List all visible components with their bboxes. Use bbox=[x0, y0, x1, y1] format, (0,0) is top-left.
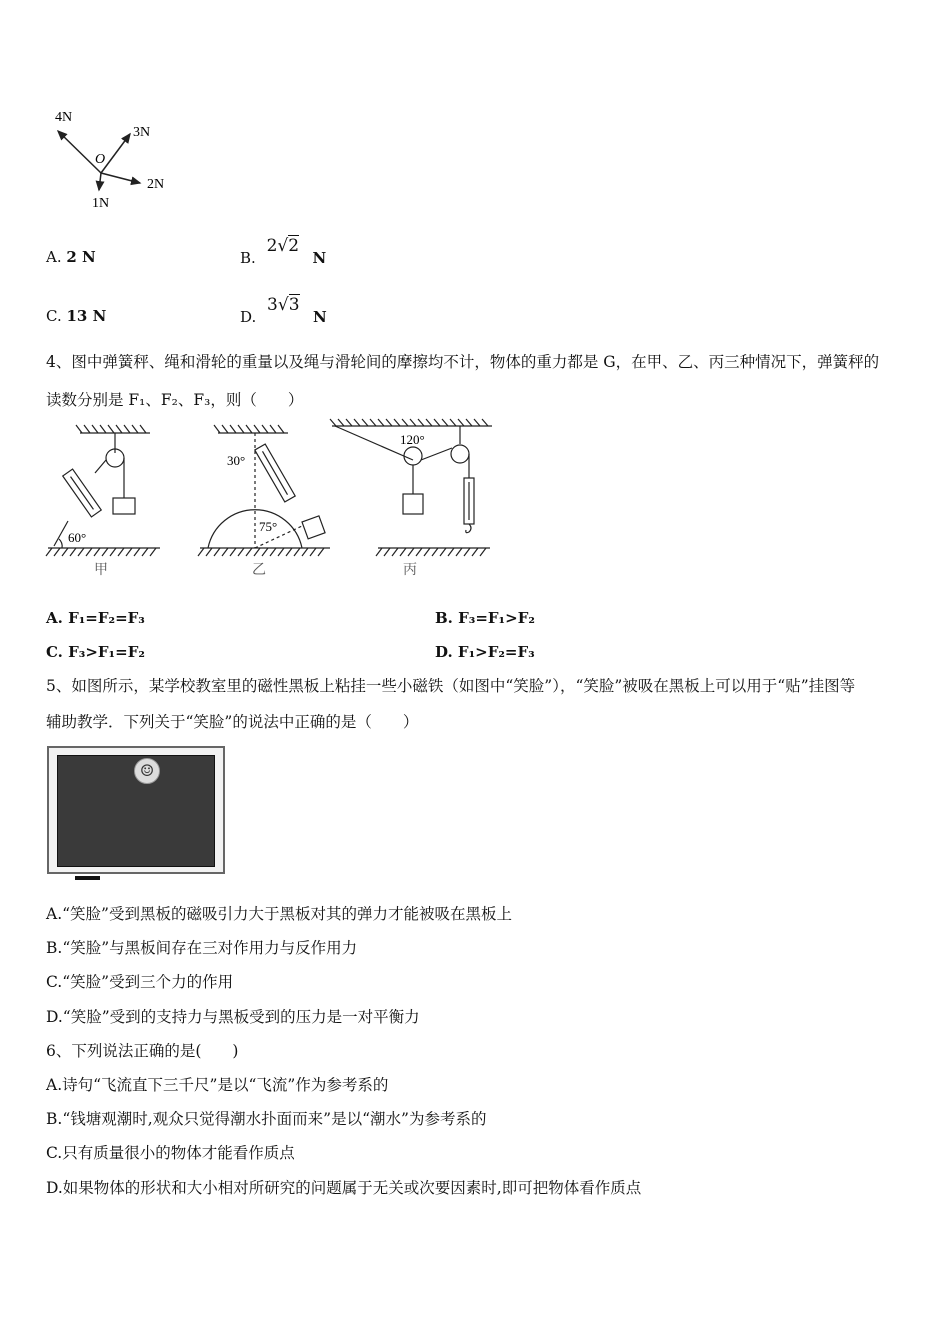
q4-option-b[interactable]: B. F₃=F₁>F₂ bbox=[435, 609, 535, 627]
label-3n: 3N bbox=[133, 125, 151, 140]
board-tray bbox=[75, 876, 100, 880]
force-3n-arrow bbox=[101, 134, 130, 173]
q4-option-a[interactable]: A. F₁=F₂=F₃ bbox=[46, 609, 145, 627]
q3-option-a[interactable]: A. 2 N bbox=[46, 248, 96, 266]
q5-stem-line1: 5、如图所示，某学校教室里的磁性黑板上粘挂一些小磁铁（如图中“笑脸”），“笑脸”被吸在黑板上可以用于“贴”挂图等 bbox=[46, 677, 856, 695]
label-jia: 甲 bbox=[94, 563, 108, 578]
label-origin: O bbox=[95, 152, 106, 167]
q5-option-b[interactable]: B.“笑脸”与黑板间存在三对作用力与反作用力 bbox=[46, 939, 358, 957]
sqrt-sign: √ bbox=[277, 295, 289, 315]
q4-option-d[interactable]: D. F₁>F₂=F₃ bbox=[435, 643, 535, 661]
angle-60: 60° bbox=[68, 530, 87, 545]
q6-option-c[interactable]: C.只有质量很小的物体才能看作质点 bbox=[46, 1144, 295, 1162]
q3-option-c[interactable]: C. 13 N bbox=[46, 307, 107, 325]
angle-30: 30° bbox=[227, 453, 246, 468]
sqrt-sign: √ bbox=[277, 236, 289, 256]
force-2n-arrow bbox=[101, 173, 140, 183]
q5-option-c[interactable]: C.“笑脸”受到三个力的作用 bbox=[46, 973, 234, 991]
q6-option-d[interactable]: D.如果物体的形状和大小相对所研究的问题属于无关或次要因素时,即可把物体看作质点 bbox=[46, 1179, 642, 1197]
blackboard bbox=[47, 746, 225, 874]
q5-option-a[interactable]: A.“笑脸”受到黑板的磁吸引力大于黑板对其的弹力才能被吸在黑板上 bbox=[46, 905, 512, 923]
label-4n: 4N bbox=[55, 110, 73, 125]
label-yi: 乙 bbox=[252, 563, 266, 578]
q5-option-d[interactable]: D.“笑脸”受到的支持力与黑板受到的压力是一对平衡力 bbox=[46, 1008, 420, 1026]
q3-option-b[interactable]: B. 2√2 N bbox=[240, 236, 327, 267]
smiley-face-icon: ☺ bbox=[134, 758, 160, 784]
q6-stem: 6、下列说法正确的是( ) bbox=[46, 1042, 239, 1060]
label-2n: 2N bbox=[147, 177, 165, 192]
label-1n: 1N bbox=[92, 196, 110, 211]
q6-option-b[interactable]: B.“钱塘观潮时,观众只觉得潮水扑面而来”是以“潮水”为参考系的 bbox=[46, 1110, 487, 1128]
force-1n-arrow bbox=[99, 173, 101, 190]
q3-option-d[interactable]: D. 3√3 N bbox=[240, 295, 327, 326]
q4-stem-line1: 4、图中弹簧秤、绳和滑轮的重量以及绳与滑轮间的摩擦均不计，物体的重力都是 G，在甲、乙、丙三种情况下，弹簧秤的 bbox=[46, 353, 880, 371]
q5-stem-line2: 辅助教学．下列关于“笑脸”的说法中正确的是（ ） bbox=[46, 713, 419, 731]
angle-75: 75° bbox=[259, 519, 278, 534]
angle-120: 120° bbox=[400, 432, 425, 447]
q4-option-c[interactable]: C. F₃>F₁=F₂ bbox=[46, 643, 145, 661]
q4-stem-line2: 读数分别是 F₁、F₂、F₃，则（ ） bbox=[46, 391, 304, 409]
label-bing: 丙 bbox=[403, 563, 417, 578]
spring-scale-diagram bbox=[40, 418, 500, 583]
q6-option-a[interactable]: A.诗句“飞流直下三千尺”是以“飞流”作为参考系的 bbox=[46, 1076, 389, 1094]
force-diagram bbox=[40, 100, 190, 220]
